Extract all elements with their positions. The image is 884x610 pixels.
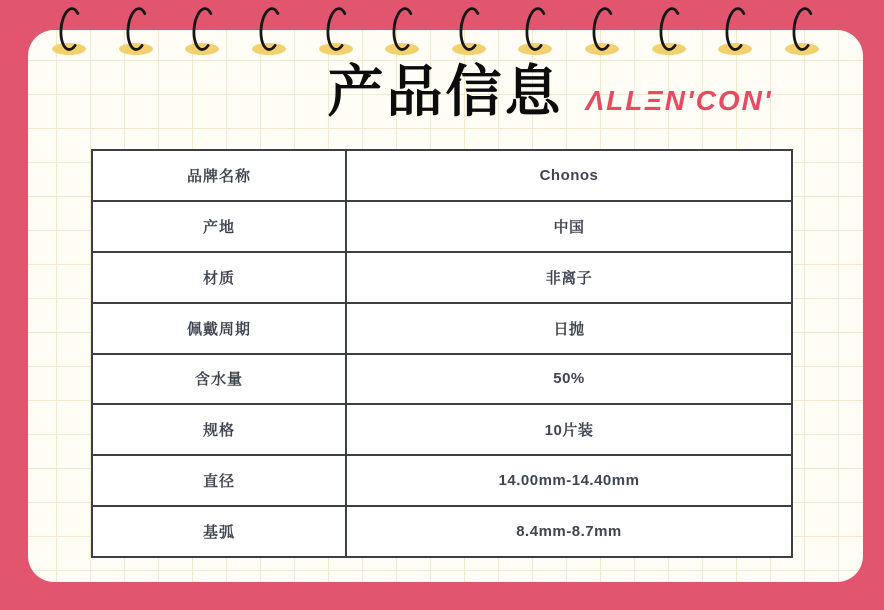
notebook-paper (28, 30, 863, 582)
binder-ring (455, 4, 485, 62)
binder-rings (55, 4, 818, 62)
spec-label: 直径 (93, 456, 347, 505)
table-row (93, 505, 791, 556)
ring-wire-icon (588, 3, 618, 55)
ring-wire-icon (121, 3, 151, 55)
table-row (93, 200, 791, 251)
spec-label: 材质 (93, 253, 347, 302)
ring-wire-icon (455, 3, 485, 55)
spec-value: 50% (553, 370, 585, 388)
ring-wire-icon (388, 3, 418, 55)
binder-ring (588, 4, 618, 62)
ring-wire-icon (654, 3, 684, 55)
binder-ring (322, 4, 352, 62)
spec-value: 8.4mm-8.7mm (516, 523, 622, 541)
spec-value: 14.00mm-14.40mm (498, 472, 640, 490)
ring-wire-icon (55, 3, 85, 55)
ring-wire-icon (321, 3, 351, 55)
ring-wire-icon (521, 3, 551, 55)
binder-ring (122, 4, 152, 62)
spec-label: 佩戴周期 (93, 304, 347, 353)
binder-ring (521, 4, 551, 62)
spec-value: 日抛 (553, 320, 585, 338)
spec-value: 中国 (553, 218, 585, 236)
ring-wire-icon (255, 3, 285, 55)
binder-ring (255, 4, 285, 62)
spec-label: 品牌名称 (93, 151, 347, 200)
binder-ring (788, 4, 818, 62)
spec-value: 10片装 (544, 422, 594, 440)
binder-ring (188, 4, 218, 62)
binder-ring (721, 4, 751, 62)
table-row (93, 353, 791, 404)
page-title: 产品信息 (327, 60, 564, 123)
ring-wire-icon (188, 3, 218, 55)
binder-ring (388, 4, 418, 62)
product-spec-table (91, 149, 793, 558)
page-header (28, 60, 863, 126)
spec-value: Chonos (539, 166, 599, 184)
table-row (93, 251, 791, 302)
spec-label: 含水量 (93, 355, 347, 404)
binder-ring (55, 4, 85, 62)
brand-logo: ΛLLΞN'CON' (585, 85, 773, 116)
ring-wire-icon (788, 3, 818, 55)
spec-label: 规格 (93, 405, 347, 454)
table-row (93, 403, 791, 454)
spec-label: 基弧 (93, 507, 347, 556)
table-row (93, 454, 791, 505)
binder-ring (655, 4, 685, 62)
spec-label: 产地 (93, 202, 347, 251)
spec-value: 非离子 (545, 269, 593, 287)
table-row (93, 151, 791, 200)
ring-wire-icon (721, 3, 751, 55)
table-row (93, 302, 791, 353)
